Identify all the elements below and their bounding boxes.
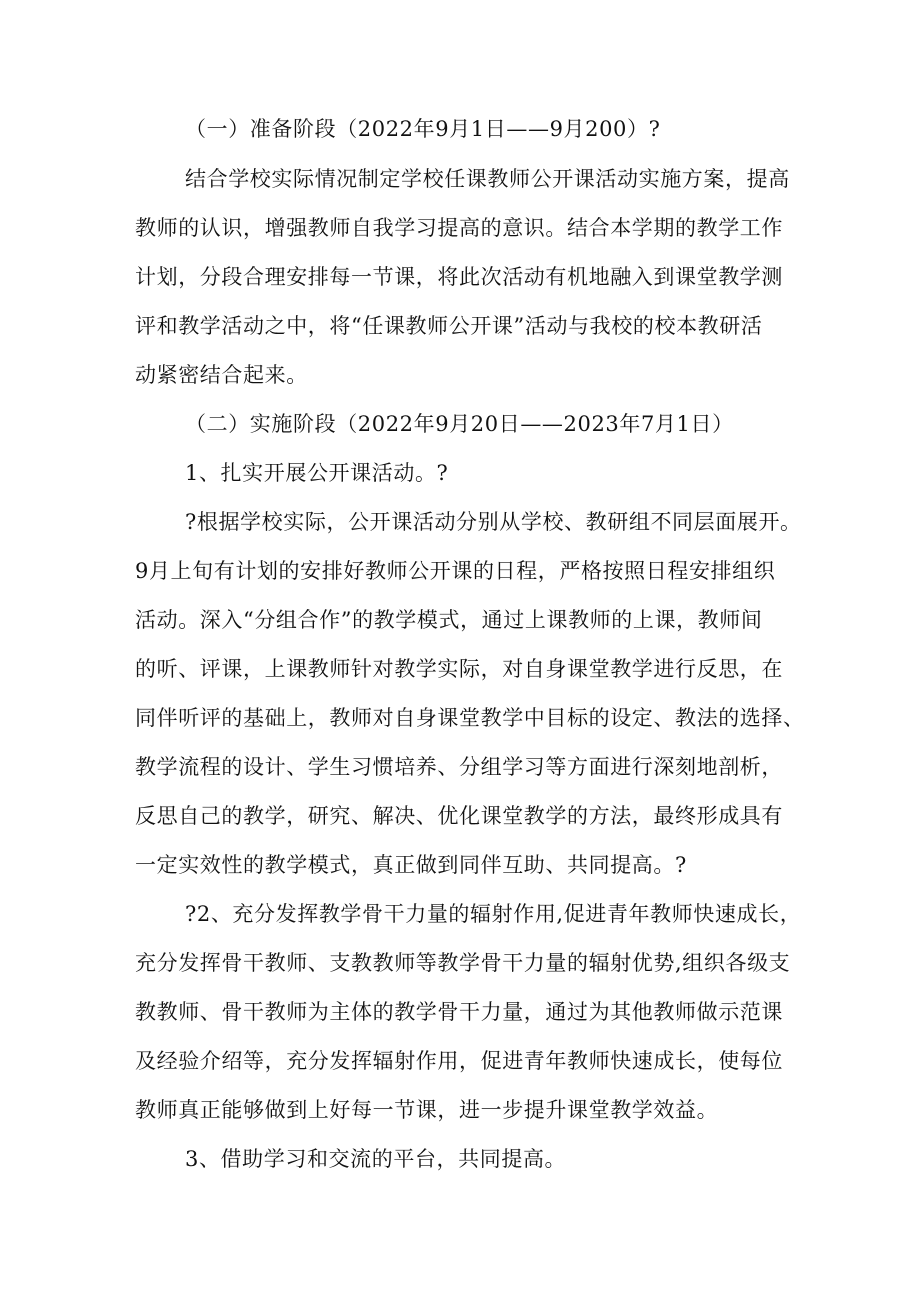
subheading-3: 3、借助学习和交流的平台，共同提高。 <box>185 1147 567 1171</box>
paragraph-line: 反思自己的教学，研究、解决、优化课堂教学的方法，最终形成具有 <box>135 804 783 828</box>
subheading-2: ?2、充分发挥教学骨干力量的辐射作用,促进青年教师快速成长， <box>185 902 802 926</box>
paragraph-line: 一定实效性的教学模式，真正做到同伴互助、共同提高。? <box>135 853 687 877</box>
paragraph-line: ?根据学校实际，公开课活动分别从学校、教研组不同层面展开。 <box>185 510 802 534</box>
paragraph-line: 的听、评课，上课教师针对教学实际，对自身课堂教学进行反思，在 <box>135 657 783 681</box>
paragraph-line: 动紧密结合起来。 <box>135 363 308 387</box>
paragraph-line: 评和教学活动之中，将“任课教师公开课”活动与我校的校本教研活 <box>135 314 763 338</box>
paragraph-line: 教师真正能够做到上好每一节课，进一步提升课堂教学效益。 <box>135 1098 719 1122</box>
paragraph-line: 计划，分段合理安排每一节课，将此次活动有机地融入到课堂教学测 <box>135 265 783 289</box>
paragraph-line: 教教师、骨干教师为主体的教学骨干力量，通过为其他教师做示范课 <box>135 1000 783 1024</box>
paragraph-line: 教师的认识，增强教师自我学习提高的意识。结合本学期的教学工作 <box>135 216 783 240</box>
paragraph-line: 及经验介绍等，充分发挥辐射作用，促进青年教师快速成长，使每位 <box>135 1049 783 1073</box>
paragraph-line: 同伴听评的基础上，教师对自身课堂教学中目标的设定、教法的选择、 <box>135 706 805 730</box>
section-heading-implementation: （二）实施阶段（2022年9月20日——2023年7月1日） <box>185 412 734 436</box>
subheading-1: 1、扎实开展公开课活动。? <box>185 461 449 485</box>
paragraph-line: 教学流程的设计、学生习惯培养、分组学习等方面进行深刻地剖析， <box>135 755 783 779</box>
paragraph-line: 9月上旬有计划的安排好教师公开课的日程，严格按照日程安排组织 <box>135 559 776 583</box>
section-heading-preparation: （一）准备阶段（2022年9月1日——9月200）? <box>185 117 661 141</box>
paragraph-line: 活动。深入“分组合作”的教学模式，通过上课教师的上课，教师间 <box>135 608 763 632</box>
paragraph-line: 充分发挥骨干教师、支教教师等教学骨干力量的辐射优势,组织各级支 <box>135 951 791 975</box>
paragraph-line: 结合学校实际情况制定学校任课教师公开课活动实施方案，提高 <box>185 167 790 191</box>
